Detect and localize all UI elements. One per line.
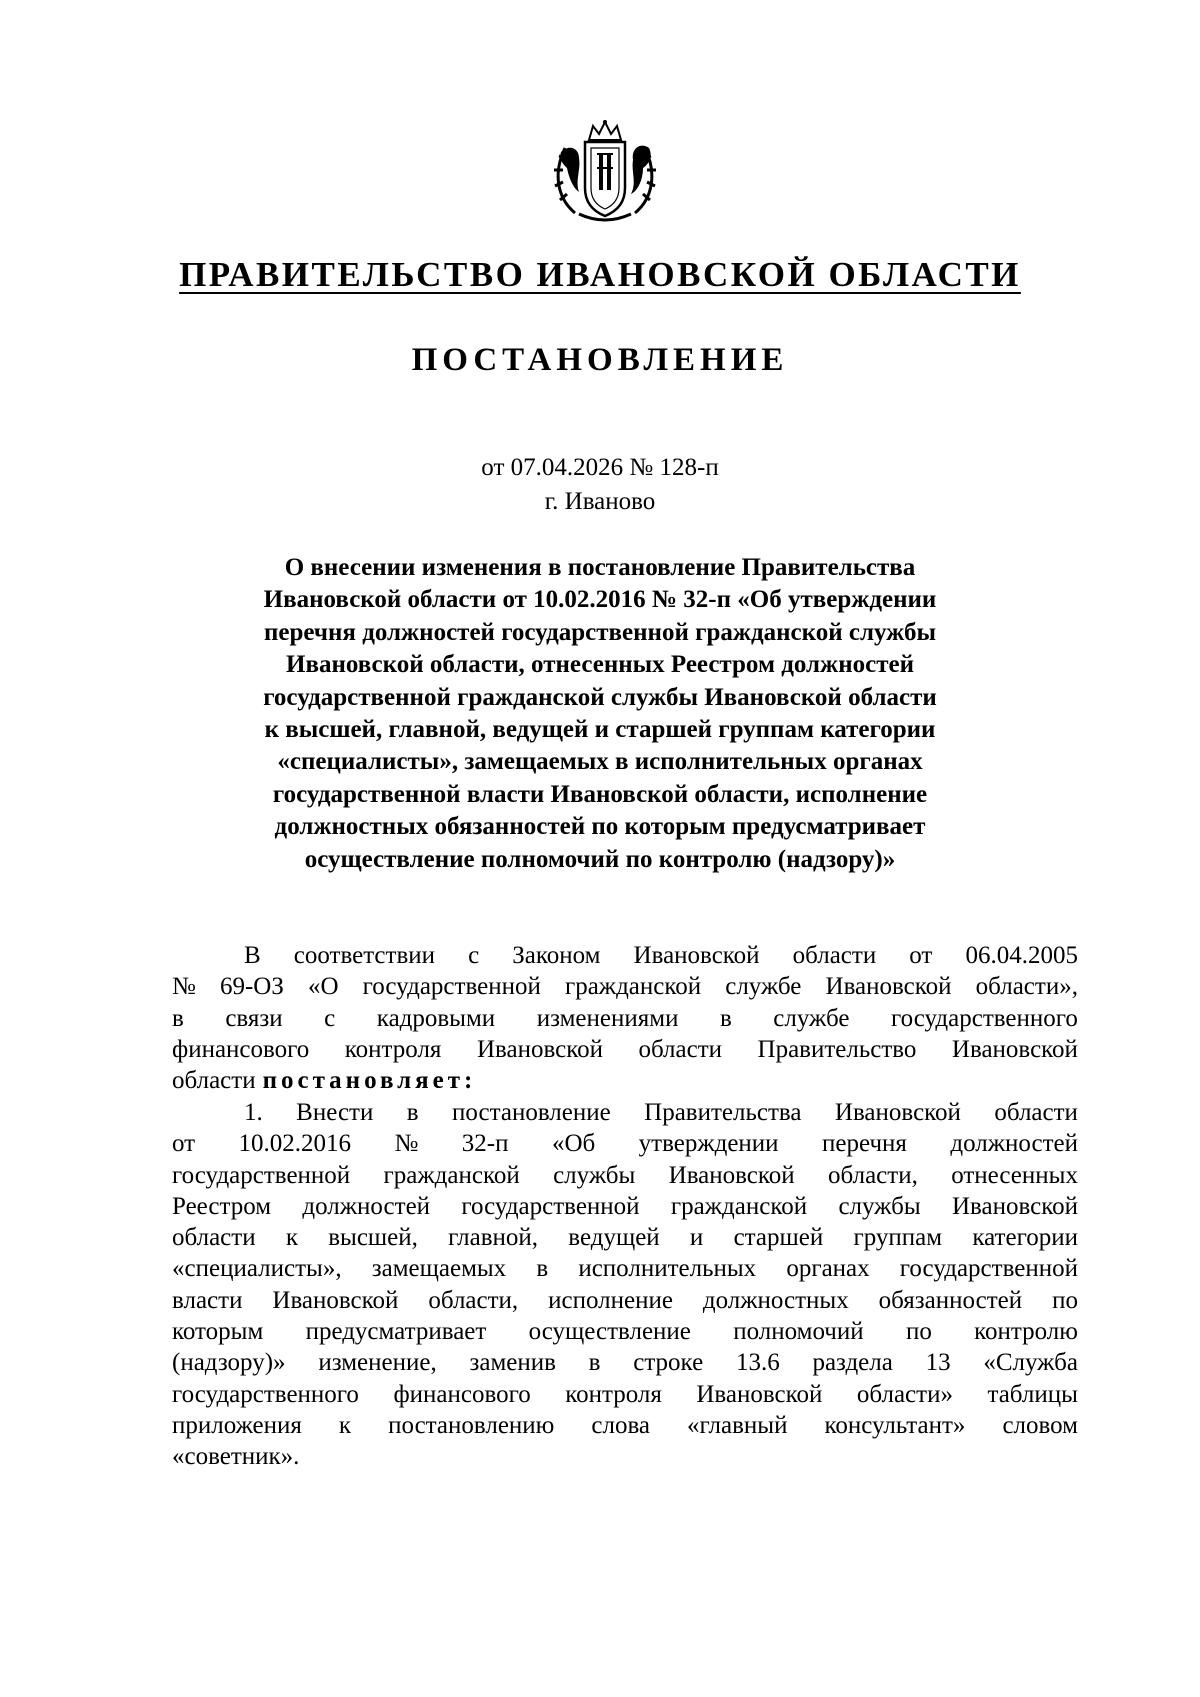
subject-line: государственной власти Ивановской области, исполнение: [272, 780, 928, 808]
paragraph-preamble: [172, 940, 1078, 1096]
organization-title: [0, 255, 1200, 295]
body-line: в связи с кадровыми изменениями в службе государственного: [172, 1004, 1078, 1032]
document-subject: [240, 552, 960, 876]
document-date-number: от 07.04.2026 № 128-п: [481, 454, 719, 481]
body-line: государственной гражданской службы Ивановской области, отнесенных: [172, 1161, 1078, 1189]
subject-line: осуществление полномочий по контролю (надзору)»: [304, 845, 896, 873]
subject-line: должностных обязанностей по которым предусматривает: [274, 813, 926, 841]
subject-line: «специалисты», замещаемых в исполнительных органах: [277, 748, 923, 776]
body-line: власти Ивановской области, исполнение должностных обязанностей по: [172, 1286, 1078, 1314]
body-line: (надзору)» изменение, заменив в строке 13.6 раздела 13 «Служба: [172, 1349, 1078, 1377]
subject-line: О внесении изменения в постановление Правительства: [284, 554, 916, 581]
subject-line: перечня должностей государственной гражданской службы: [264, 618, 936, 646]
body-line: № 69-ОЗ «О государственной гражданской службе Ивановской области»,: [172, 973, 1078, 1001]
resolution-word: постановляет:: [262, 1067, 477, 1095]
subject-line: государственной гражданской службы Ивановской области: [263, 683, 937, 711]
body-line: 1. Внести в постановление Правительства Ивановской области: [244, 1099, 1078, 1126]
subject-line: Ивановской области, отнесенных Реестром должностей: [286, 651, 914, 679]
organization-title-text: ПРАВИТЕЛЬСТВО ИВАНОВСКОЙ ОБЛАСТИ: [179, 255, 1021, 294]
document-type: ПОСТАНОВЛЕНИЕ: [411, 342, 789, 378]
body-line: Реестром должностей государственной гражданской службы Ивановской: [172, 1192, 1078, 1220]
body-line: «специалисты», замещаемых в исполнительных органах государственной: [172, 1255, 1078, 1283]
body-line: которым предусматривает осуществление полномочий по контролю: [172, 1318, 1078, 1346]
body-line-last: «советник».: [172, 1443, 300, 1471]
body-line: В соответствии с Законом Ивановской области от 06.04.2005: [244, 942, 1078, 969]
body-line: финансового контроля Ивановской области Правительство Ивановской: [172, 1035, 1078, 1063]
body-line: государственного финансового контроля Ивановской области» таблицы: [172, 1380, 1078, 1408]
subject-line: Ивановской области от 10.02.2016 № 32-п «Об утверждении: [263, 586, 937, 614]
subject-line: к высшей, главной, ведущей и старшей группам категории: [264, 716, 936, 744]
body-line: области к высшей, главной, ведущей и старшей группам категории: [172, 1224, 1078, 1252]
paragraph-item-1: [172, 1097, 1078, 1473]
body-line: от 10.02.2016 № 32-п «Об утверждении перечня должностей: [172, 1130, 1078, 1158]
body-text: области: [172, 1067, 256, 1095]
body-line-last: [172, 1065, 1078, 1096]
ivanovo-oblast-coat-of-arms-icon: [545, 118, 665, 228]
body-line: приложения к постановлению слова «главный консультант» словом: [172, 1411, 1078, 1439]
document-city: г. Иваново: [544, 488, 656, 515]
